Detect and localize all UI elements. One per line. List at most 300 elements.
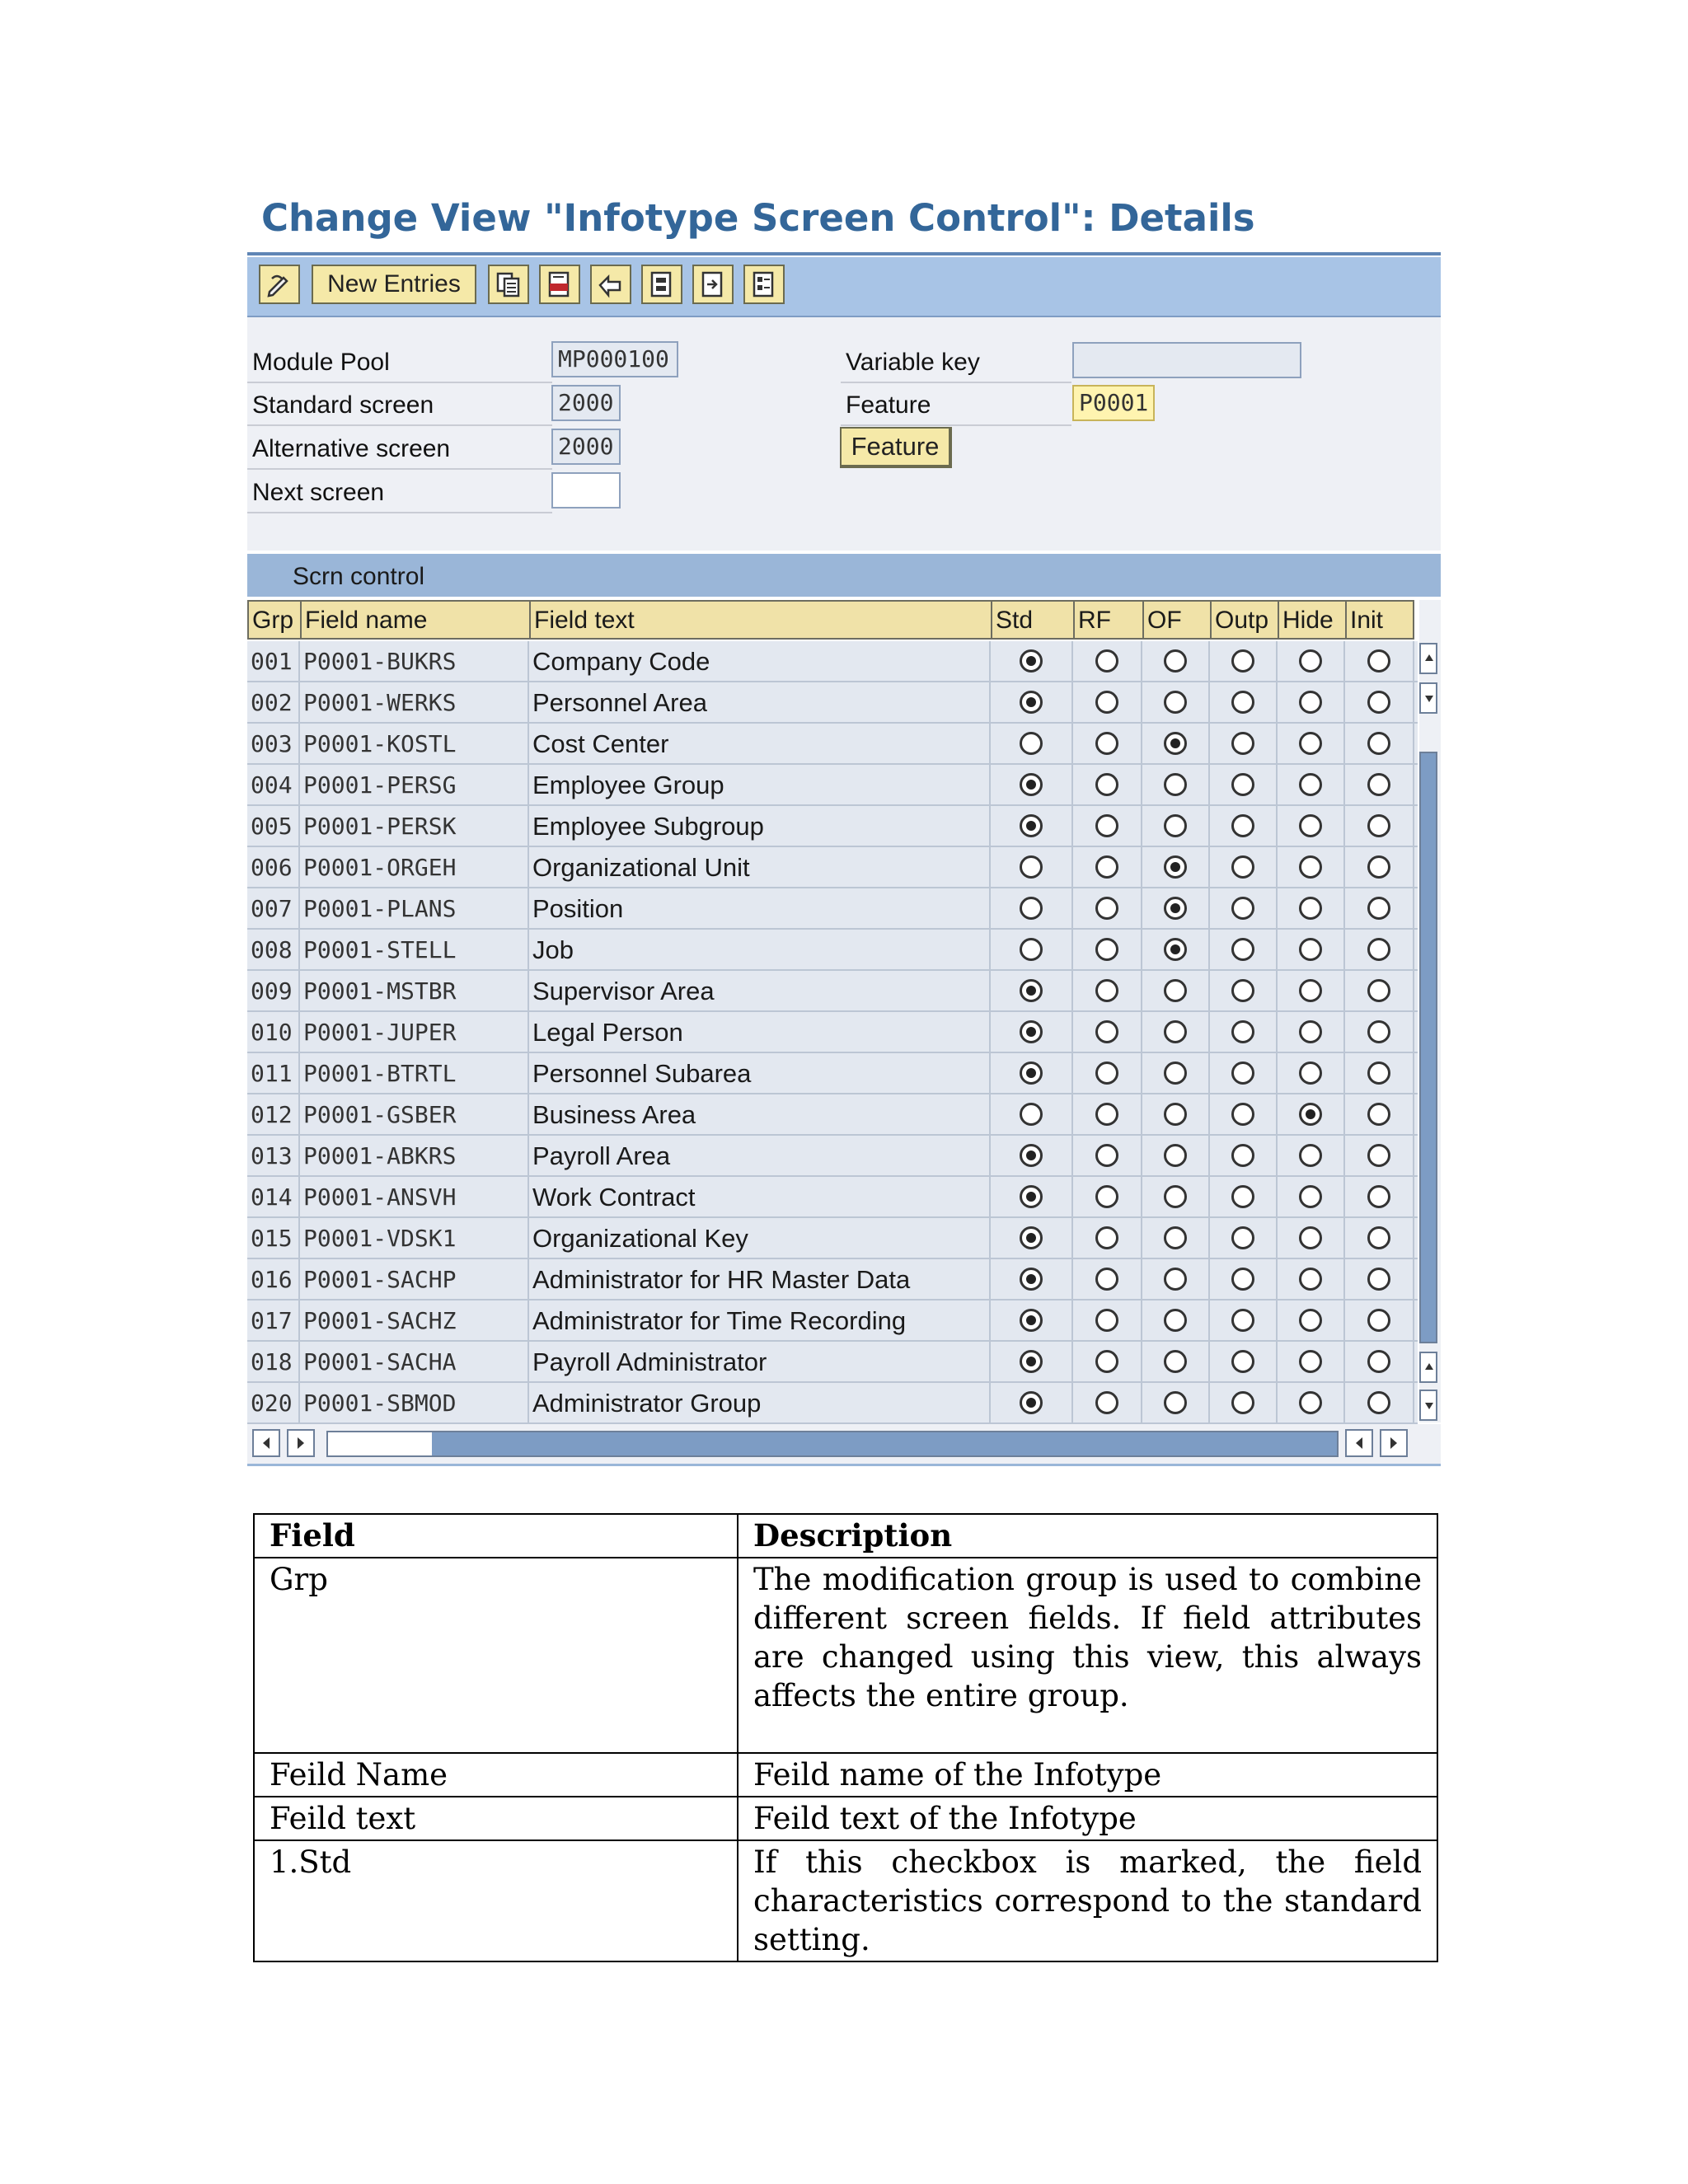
- cell-outp: [1210, 930, 1278, 969]
- radio-of[interactable]: [1164, 1309, 1187, 1332]
- radio-init[interactable]: [1367, 1309, 1390, 1332]
- undo-icon[interactable]: [590, 265, 631, 304]
- standard-screen-field[interactable]: 2000: [551, 385, 621, 421]
- cell-hide: [1278, 1301, 1345, 1340]
- horizontal-scrollbar[interactable]: [247, 1424, 1441, 1466]
- radio-outp[interactable]: [1231, 897, 1254, 920]
- cell-of: [1142, 641, 1210, 681]
- vertical-scrollbar[interactable]: [1419, 600, 1441, 1422]
- col-header-std[interactable]: Std: [991, 600, 1075, 640]
- radio-hide[interactable]: [1299, 1103, 1322, 1126]
- radio-std[interactable]: [1020, 1391, 1043, 1414]
- cell-hide: [1278, 847, 1345, 887]
- feature-button[interactable]: Feature: [840, 427, 952, 468]
- cell-of: [1142, 847, 1210, 887]
- cell-std: [991, 1383, 1073, 1422]
- radio-of[interactable]: [1164, 1020, 1187, 1043]
- desc-field: Feild text: [254, 1797, 738, 1840]
- radio-std[interactable]: [1020, 1103, 1043, 1126]
- cell-outp: [1210, 724, 1278, 763]
- scroll-right-icon[interactable]: [287, 1429, 315, 1457]
- radio-outp[interactable]: [1231, 773, 1254, 796]
- deselect-icon[interactable]: [692, 265, 734, 304]
- cell-rf: [1073, 1177, 1142, 1216]
- radio-rf[interactable]: [1095, 1309, 1118, 1332]
- cell-field-name[interactable]: P0001-STELL: [300, 930, 529, 969]
- radio-rf[interactable]: [1095, 1020, 1118, 1043]
- radio-of[interactable]: [1164, 1350, 1187, 1373]
- cell-outp: [1210, 1383, 1278, 1422]
- radio-outp[interactable]: [1231, 691, 1254, 714]
- cell-field-name[interactable]: P0001-JUPER: [300, 1012, 529, 1052]
- radio-of[interactable]: [1164, 1185, 1187, 1208]
- radio-hide[interactable]: [1299, 1350, 1322, 1373]
- desc-header-row: [254, 1514, 1437, 1558]
- radio-init[interactable]: [1367, 814, 1390, 837]
- radio-outp[interactable]: [1231, 855, 1254, 879]
- cell-of: [1142, 682, 1210, 722]
- radio-hide[interactable]: [1299, 1062, 1322, 1085]
- radio-std[interactable]: [1020, 1185, 1043, 1208]
- edit-icon[interactable]: [259, 265, 300, 304]
- cell-std: [991, 641, 1073, 681]
- cell-field-name[interactable]: P0001-VDSK1: [300, 1218, 529, 1258]
- horizontal-scroll-track[interactable]: [326, 1431, 1339, 1457]
- cell-of: [1142, 806, 1210, 846]
- radio-hide[interactable]: [1299, 1020, 1322, 1043]
- field-description-table: [253, 1513, 1438, 1962]
- cell-init: [1345, 1218, 1414, 1258]
- radio-of[interactable]: [1164, 1144, 1187, 1167]
- table-row: [247, 1012, 1418, 1053]
- radio-std[interactable]: [1020, 1144, 1043, 1167]
- radio-outp[interactable]: [1231, 1268, 1254, 1291]
- radio-rf[interactable]: [1095, 814, 1118, 837]
- radio-hide[interactable]: [1299, 1309, 1322, 1332]
- cell-outp: [1210, 1177, 1278, 1216]
- cell-grp[interactable]: 008: [247, 930, 300, 969]
- radio-init[interactable]: [1367, 1103, 1390, 1126]
- radio-outp[interactable]: [1231, 1020, 1254, 1043]
- radio-rf[interactable]: [1095, 691, 1118, 714]
- cell-std: [991, 682, 1073, 722]
- radio-outp[interactable]: [1231, 732, 1254, 755]
- cell-std: [991, 1301, 1073, 1340]
- radio-rf[interactable]: [1095, 1391, 1118, 1414]
- radio-hide[interactable]: [1299, 814, 1322, 837]
- radio-std[interactable]: [1020, 1226, 1043, 1249]
- cell-rf: [1073, 1259, 1142, 1299]
- cell-grp[interactable]: 014: [247, 1177, 300, 1216]
- cell-of: [1142, 1383, 1210, 1422]
- radio-std[interactable]: [1020, 1062, 1043, 1085]
- radio-outp[interactable]: [1231, 1350, 1254, 1373]
- radio-rf[interactable]: [1095, 1268, 1118, 1291]
- cell-init: [1345, 682, 1414, 722]
- radio-hide[interactable]: [1299, 1185, 1322, 1208]
- cell-std: [991, 806, 1073, 846]
- cell-init: [1345, 971, 1414, 1010]
- radio-init[interactable]: [1367, 1226, 1390, 1249]
- radio-std[interactable]: [1020, 691, 1043, 714]
- radio-hide[interactable]: [1299, 979, 1322, 1002]
- radio-outp[interactable]: [1231, 979, 1254, 1002]
- radio-of[interactable]: [1164, 1226, 1187, 1249]
- cell-outp: [1210, 682, 1278, 722]
- cell-field-text: Business Area: [529, 1094, 991, 1134]
- radio-hide[interactable]: [1299, 1144, 1322, 1167]
- new-entries-button[interactable]: New Entries: [312, 265, 476, 304]
- radio-of[interactable]: [1164, 855, 1187, 879]
- radio-outp[interactable]: [1231, 1062, 1254, 1085]
- cell-field-name[interactable]: P0001-GSBER: [300, 1094, 529, 1134]
- radio-std[interactable]: [1020, 732, 1043, 755]
- select-all-icon[interactable]: [641, 265, 682, 304]
- scroll-down-icon[interactable]: [1419, 1390, 1437, 1421]
- radio-hide[interactable]: [1299, 732, 1322, 755]
- cell-grp[interactable]: 020: [247, 1383, 300, 1422]
- cell-outp: [1210, 765, 1278, 804]
- desc-text: The modification group is used to combine different screen fields. If field attributes are changed using this view, this always affects the entire group.: [738, 1558, 1437, 1753]
- module-pool-field[interactable]: MP000100: [551, 341, 678, 377]
- cell-hide: [1278, 641, 1345, 681]
- radio-outp[interactable]: [1231, 649, 1254, 673]
- radio-init[interactable]: [1367, 1391, 1390, 1414]
- cell-of: [1142, 971, 1210, 1010]
- radio-of[interactable]: [1164, 649, 1187, 673]
- cell-field-name[interactable]: P0001-BTRTL: [300, 1053, 529, 1093]
- table-row: [247, 930, 1418, 971]
- cell-std: [991, 1012, 1073, 1052]
- table-row: [247, 724, 1418, 765]
- table-row: [247, 1301, 1418, 1342]
- cell-rf: [1073, 1301, 1142, 1340]
- cell-init: [1345, 888, 1414, 928]
- cell-std: [991, 847, 1073, 887]
- cell-rf: [1073, 930, 1142, 969]
- cell-of: [1142, 1218, 1210, 1258]
- cell-init: [1345, 847, 1414, 887]
- cell-grp[interactable]: 005: [247, 806, 300, 846]
- cell-field-text: Legal Person: [529, 1012, 991, 1052]
- cell-std: [991, 724, 1073, 763]
- scroll-page-up-icon[interactable]: [1419, 643, 1437, 674]
- radio-init[interactable]: [1367, 732, 1390, 755]
- radio-init[interactable]: [1367, 1268, 1390, 1291]
- standard-screen-label: Standard screen: [247, 385, 552, 426]
- radio-hide[interactable]: [1299, 1268, 1322, 1291]
- cell-std: [991, 765, 1073, 804]
- cell-outp: [1210, 1053, 1278, 1093]
- cell-outp: [1210, 1012, 1278, 1052]
- radio-outp[interactable]: [1231, 1391, 1254, 1414]
- cell-hide: [1278, 1259, 1345, 1299]
- cell-field-text: Personnel Area: [529, 682, 991, 722]
- cell-grp[interactable]: 002: [247, 682, 300, 722]
- radio-hide[interactable]: [1299, 855, 1322, 879]
- radio-hide[interactable]: [1299, 691, 1322, 714]
- cell-field-name[interactable]: P0001-MSTBR: [300, 971, 529, 1010]
- cell-outp: [1210, 806, 1278, 846]
- cell-grp[interactable]: 007: [247, 888, 300, 928]
- copy-icon[interactable]: [488, 265, 529, 304]
- radio-init[interactable]: [1367, 1020, 1390, 1043]
- table-row: [247, 1177, 1418, 1218]
- radio-rf[interactable]: [1095, 1185, 1118, 1208]
- cell-field-name[interactable]: P0001-ABKRS: [300, 1136, 529, 1175]
- cell-grp[interactable]: 016: [247, 1259, 300, 1299]
- cell-of: [1142, 1259, 1210, 1299]
- radio-rf[interactable]: [1095, 1062, 1118, 1085]
- cell-field-name[interactable]: P0001-PLANS: [300, 888, 529, 928]
- radio-rf[interactable]: [1095, 1144, 1118, 1167]
- radio-std[interactable]: [1020, 649, 1043, 673]
- cell-hide: [1278, 806, 1345, 846]
- table-row: [247, 888, 1418, 930]
- table-row: [247, 682, 1418, 724]
- cell-field-name[interactable]: P0001-SACHZ: [300, 1301, 529, 1340]
- radio-of[interactable]: [1164, 814, 1187, 837]
- radio-hide[interactable]: [1299, 897, 1322, 920]
- cell-std: [991, 1094, 1073, 1134]
- radio-std[interactable]: [1020, 1309, 1043, 1332]
- cell-of: [1142, 724, 1210, 763]
- radio-init[interactable]: [1367, 1185, 1390, 1208]
- cell-rf: [1073, 765, 1142, 804]
- cell-init: [1345, 1301, 1414, 1340]
- radio-std[interactable]: [1020, 897, 1043, 920]
- radio-hide[interactable]: [1299, 1226, 1322, 1249]
- horizontal-scroll-thumb[interactable]: [328, 1432, 432, 1455]
- cell-field-text: Employee Group: [529, 765, 991, 804]
- col-header-init[interactable]: Init: [1345, 600, 1414, 640]
- radio-std[interactable]: [1020, 938, 1043, 961]
- variable-key-label: Variable key: [841, 342, 1071, 383]
- cell-grp[interactable]: 010: [247, 1012, 300, 1052]
- cell-outp: [1210, 1136, 1278, 1175]
- cell-field-name[interactable]: P0001-SACHA: [300, 1342, 529, 1381]
- cell-field-text: Position: [529, 888, 991, 928]
- cell-field-name[interactable]: P0001-WERKS: [300, 682, 529, 722]
- radio-outp[interactable]: [1231, 938, 1254, 961]
- cell-hide: [1278, 1383, 1345, 1422]
- scroll-right-left-icon[interactable]: [1345, 1429, 1373, 1457]
- radio-rf[interactable]: [1095, 855, 1118, 879]
- radio-init[interactable]: [1367, 691, 1390, 714]
- cell-grp[interactable]: 009: [247, 971, 300, 1010]
- cell-field-name[interactable]: P0001-KOSTL: [300, 724, 529, 763]
- radio-outp[interactable]: [1231, 1309, 1254, 1332]
- radio-outp[interactable]: [1231, 814, 1254, 837]
- cell-of: [1142, 1136, 1210, 1175]
- cell-of: [1142, 1177, 1210, 1216]
- radio-of[interactable]: [1164, 938, 1187, 961]
- cell-rf: [1073, 888, 1142, 928]
- cell-grp[interactable]: 013: [247, 1136, 300, 1175]
- cell-hide: [1278, 724, 1345, 763]
- variable-key-field[interactable]: [1072, 342, 1301, 378]
- radio-outp[interactable]: [1231, 1144, 1254, 1167]
- radio-rf[interactable]: [1095, 732, 1118, 755]
- feature-field[interactable]: P0001: [1072, 385, 1155, 421]
- radio-of[interactable]: [1164, 897, 1187, 920]
- col-header-field-text[interactable]: Field text: [529, 600, 992, 640]
- scroll-up-icon[interactable]: [1419, 1352, 1437, 1383]
- radio-of[interactable]: [1164, 1062, 1187, 1085]
- radio-std[interactable]: [1020, 773, 1043, 796]
- radio-init[interactable]: [1367, 773, 1390, 796]
- cell-of: [1142, 1012, 1210, 1052]
- block-icon[interactable]: [743, 265, 785, 304]
- radio-std[interactable]: [1020, 1020, 1043, 1043]
- cell-outp: [1210, 641, 1278, 681]
- cell-std: [991, 1053, 1073, 1093]
- radio-rf[interactable]: [1095, 897, 1118, 920]
- feature-label: Feature: [841, 385, 1071, 426]
- col-header-field-name[interactable]: Field name: [300, 600, 531, 640]
- radio-hide[interactable]: [1299, 1391, 1322, 1414]
- radio-init[interactable]: [1367, 1062, 1390, 1085]
- cell-init: [1345, 1094, 1414, 1134]
- alternative-screen-label: Alternative screen: [247, 429, 552, 470]
- table-row: [247, 971, 1418, 1012]
- cell-hide: [1278, 1177, 1345, 1216]
- radio-init[interactable]: [1367, 1350, 1390, 1373]
- scroll-right-right-icon[interactable]: [1380, 1429, 1408, 1457]
- radio-of[interactable]: [1164, 979, 1187, 1002]
- radio-of[interactable]: [1164, 773, 1187, 796]
- radio-std[interactable]: [1020, 855, 1043, 879]
- desc-text: Feild text of the Infotype: [738, 1797, 1437, 1840]
- page-title: Change View "Infotype Screen Control": Details: [261, 196, 1255, 240]
- cell-grp[interactable]: 015: [247, 1218, 300, 1258]
- cell-field-text: Administrator Group: [529, 1383, 991, 1422]
- col-header-rf[interactable]: RF: [1073, 600, 1144, 640]
- cell-rf: [1073, 1012, 1142, 1052]
- radio-of[interactable]: [1164, 1391, 1187, 1414]
- cell-field-name[interactable]: P0001-PERSK: [300, 806, 529, 846]
- cell-rf: [1073, 1218, 1142, 1258]
- radio-of[interactable]: [1164, 1268, 1187, 1291]
- cell-field-text: Company Code: [529, 641, 991, 681]
- cell-grp[interactable]: 011: [247, 1053, 300, 1093]
- cell-grp[interactable]: 003: [247, 724, 300, 763]
- radio-outp[interactable]: [1231, 1185, 1254, 1208]
- cell-std: [991, 1218, 1073, 1258]
- cell-hide: [1278, 1218, 1345, 1258]
- cell-outp: [1210, 1094, 1278, 1134]
- table-row: [247, 1342, 1418, 1383]
- table-row: [247, 765, 1418, 806]
- radio-std[interactable]: [1020, 814, 1043, 837]
- cell-init: [1345, 1383, 1414, 1422]
- cell-of: [1142, 1094, 1210, 1134]
- cell-grp[interactable]: 001: [247, 641, 300, 681]
- cell-init: [1345, 641, 1414, 681]
- vertical-scroll-track[interactable]: [1419, 752, 1437, 1343]
- cell-grp[interactable]: 004: [247, 765, 300, 804]
- cell-field-name[interactable]: P0001-ANSVH: [300, 1177, 529, 1216]
- radio-outp[interactable]: [1231, 1103, 1254, 1126]
- next-screen-field[interactable]: [551, 472, 621, 509]
- radio-rf[interactable]: [1095, 938, 1118, 961]
- cell-rf: [1073, 641, 1142, 681]
- cell-field-text: Payroll Area: [529, 1136, 991, 1175]
- radio-rf[interactable]: [1095, 649, 1118, 673]
- col-header-outp[interactable]: Outp: [1210, 600, 1279, 640]
- radio-hide[interactable]: [1299, 938, 1322, 961]
- cell-field-text: Payroll Administrator: [529, 1342, 991, 1381]
- col-header-hide[interactable]: Hide: [1278, 600, 1347, 640]
- cell-of: [1142, 1342, 1210, 1381]
- alternative-screen-field[interactable]: 2000: [551, 429, 621, 465]
- cell-std: [991, 1259, 1073, 1299]
- cell-field-name[interactable]: P0001-SACHP: [300, 1259, 529, 1299]
- cell-outp: [1210, 971, 1278, 1010]
- cell-outp: [1210, 1218, 1278, 1258]
- radio-rf[interactable]: [1095, 1226, 1118, 1249]
- cell-of: [1142, 1053, 1210, 1093]
- radio-hide[interactable]: [1299, 773, 1322, 796]
- radio-init[interactable]: [1367, 649, 1390, 673]
- cell-grp[interactable]: 017: [247, 1301, 300, 1340]
- cell-field-text: Organizational Unit: [529, 847, 991, 887]
- scroll-left-icon[interactable]: [252, 1429, 280, 1457]
- cell-field-name[interactable]: P0001-ORGEH: [300, 847, 529, 887]
- radio-rf[interactable]: [1095, 1350, 1118, 1373]
- cell-of: [1142, 930, 1210, 969]
- radio-of[interactable]: [1164, 691, 1187, 714]
- cell-rf: [1073, 971, 1142, 1010]
- col-header-grp[interactable]: Grp: [247, 600, 302, 640]
- cell-grp[interactable]: 018: [247, 1342, 300, 1381]
- radio-of[interactable]: [1164, 732, 1187, 755]
- cell-grp[interactable]: 006: [247, 847, 300, 887]
- radio-std[interactable]: [1020, 1350, 1043, 1373]
- cell-init: [1345, 1259, 1414, 1299]
- radio-of[interactable]: [1164, 1103, 1187, 1126]
- radio-rf[interactable]: [1095, 1103, 1118, 1126]
- table-row: [247, 1218, 1418, 1259]
- radio-rf[interactable]: [1095, 979, 1118, 1002]
- radio-init[interactable]: [1367, 897, 1390, 920]
- cell-outp: [1210, 847, 1278, 887]
- radio-hide[interactable]: [1299, 649, 1322, 673]
- cell-field-name[interactable]: P0001-SBMOD: [300, 1383, 529, 1422]
- col-header-of[interactable]: OF: [1142, 600, 1212, 640]
- radio-std[interactable]: [1020, 979, 1043, 1002]
- cell-field-name[interactable]: P0001-PERSG: [300, 765, 529, 804]
- cell-hide: [1278, 1053, 1345, 1093]
- radio-rf[interactable]: [1095, 773, 1118, 796]
- desc-header-description: Description: [738, 1514, 1437, 1558]
- cell-init: [1345, 724, 1414, 763]
- radio-std[interactable]: [1020, 1268, 1043, 1291]
- cell-outp: [1210, 1342, 1278, 1381]
- radio-outp[interactable]: [1231, 1226, 1254, 1249]
- radio-init[interactable]: [1367, 979, 1390, 1002]
- scroll-page-down-icon[interactable]: [1419, 682, 1437, 714]
- cell-field-name[interactable]: P0001-BUKRS: [300, 641, 529, 681]
- scrn-control-title: Scrn control: [247, 554, 1441, 597]
- cell-std: [991, 930, 1073, 969]
- radio-init[interactable]: [1367, 938, 1390, 961]
- radio-init[interactable]: [1367, 1144, 1390, 1167]
- delete-icon[interactable]: [539, 265, 580, 304]
- cell-grp[interactable]: 012: [247, 1094, 300, 1134]
- cell-init: [1345, 1177, 1414, 1216]
- radio-init[interactable]: [1367, 855, 1390, 879]
